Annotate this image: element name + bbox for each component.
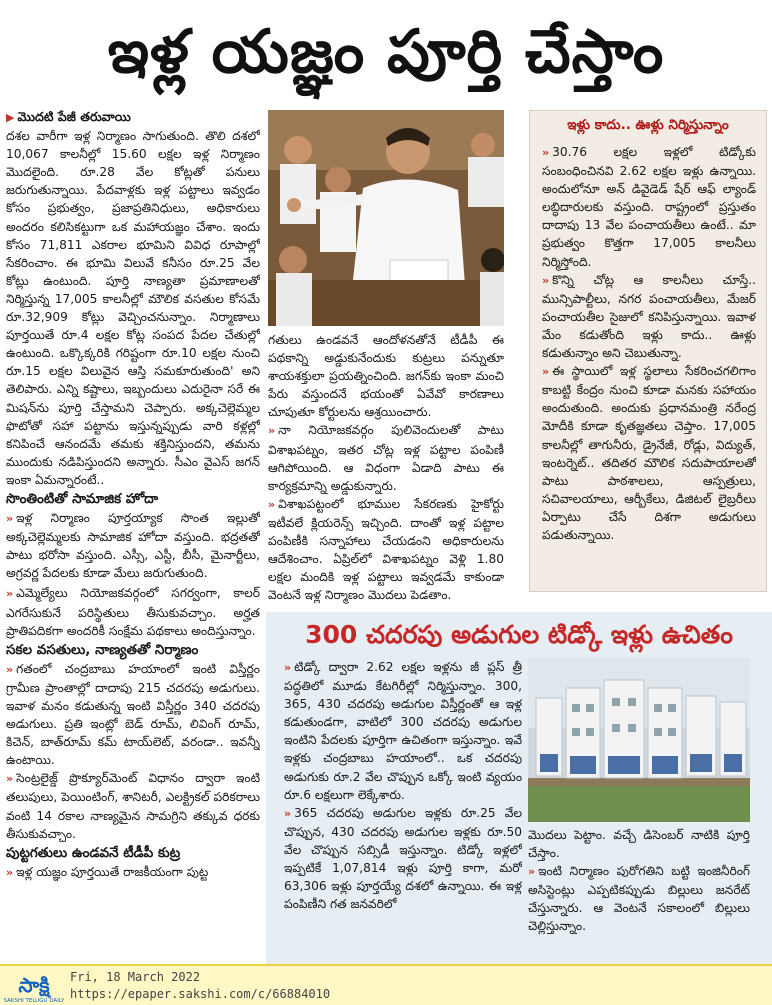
paragraph: దశల వారీగా ఇళ్ల నిర్మాణం సాగుతుంది. తొలి దశలో 10,067 కాలనీల్లో 15.60 లక్షల ఇళ్ల నిర్మాణం మొదలైంది. రూ.28 వేల కోట్లతో పనులు జరుగుతున్నాయి. పేదవాళ్లకు ఇళ్ల పట్టాలు ఇవ్వడం కోసం ప్రభుత్వం, ప్రజాప్రతినిధులు, అధికారులు అందరం కలిసికట్టుగా ఒక మహాయజ్ఞం చేశాం. ఇందు కోసం 71,811 ఎకరాల భూమిని వివిధ రూపాల్లో సేకరించాం. ఈ భూమి విలువే కనీసం రూ.25 వేల కోట్లు ఉంటుంది. పూర్తి నాణ్యతా ప్రమాణాలతో నిర్మిస్తున్న 17,005 కాలనీల్లో మౌలిక వసతుల కోసమే రూ.32,909 కోట్లు వెచ్చించనున్నాం. నిర్మాణాలు పూర్తయితే రూ.4 లక్షల కోట్ల సంపద పేదల చేతుల్లో ఉంటుంది. ఒక్కొక్కరికి గరిష్టంగా రూ.10 లక్షల నుంచి రూ.15 లక్షల విలువైన ఆస్తి సమకూరుతుంది' అని తెలిపారు. ఎన్ని కష్టాలు, ఇబ్బందులు ఎదురైనా సరే ఈ మిషన్‌ను పూర్తి చేస్తామని చెప్పారు. అక్కచెల్లెమ్మల ఫొటోతో సహా పట్టాను ఇస్తున్నప్పుడు వారి కళ్లల్లో కనిపించే ఆనందమే తమకు శక్తినిస్తుందని, తమను ముందుకు నడిపిస్తుందని అన్నారు. సీఎం వైఎస్‌ జగన్‌ ఇంకా ఏమన్నారంటే..: [6, 129, 260, 487]
bullet-paragraph: [268, 495, 504, 605]
subheading: పుట్టగతులు ఉండవనే టీడీపీ కుట్ర: [6, 844, 181, 861]
bullet-icon: »: [284, 661, 292, 674]
photo-illustration: [268, 110, 504, 326]
bullet-text: ఇళ్ల యజ్ఞం పూర్తయితే రాజకీయంగా పుట్ట: [16, 864, 209, 879]
paragraph: మొదలు పెట్టాం. వచ్చే డిసెంబర్‌ నాటికి పూర్తి చేస్తాం.: [528, 828, 750, 861]
bullet-paragraph: [542, 143, 756, 271]
bullet-text: సెంట్రలైజ్డ్‌ ప్రొక్యూర్‌మెంట్‌ విధానం ద్వారా ఇంటి తలుపులు, పెయింటింగ్, శానిటరీ, ఎలక్ట్రికల్‌ పరికరాలు వంటి 14 రకాల నాణ్యమైన సామగ్రిని తక్కువ ధరకు తీసుకువచ్చాం.: [6, 771, 260, 841]
bullet-text: కొన్ని చోట్ల ఆ కాలనీలు చూస్తే.. మున్సిపాల్టీలు, నగర పంచాయతీలు, మేజర్‌ పంచాయతీల సైజులో కనిపిస్తున్నాయి. ఇవాళ మేం కడుతోంది ఇళ్లు కాదు.. ఊళ్లు కడుతున్నాం అని చెబుతున్నా.: [542, 272, 756, 361]
sidebar-box-tidco: [266, 612, 772, 964]
article-column-1: [6, 108, 260, 964]
bullet-text: టిడ్కో ద్వారా 2.62 లక్షల ఇళ్లను జీ ప్లస్‌ త్రీ పద్ధతిలో మూడు కేటగిరీల్లో నిర్మిస్తున్నాం. 300, 365, 430 చదరపు అడుగుల విస్తీర్ణంతో ఆ ఇళ్ల కడుతుండగా, వాటిలో 300 చదరపు అడుగుల ఇంటిని పేదలకు పూర్తిగా ఉచితంగా ఇస్తున్నాం. ఇవే ఇళ్లకు చంద్రబాబు హయాంలో.. ఒక చదరపు అడుగుకు రూ.2 వేల చొప్పున ఒక్కో ఇంటి వ్యయం రూ.6 లక్షలుగా లెక్కేశారు.: [284, 660, 522, 802]
triangle-icon: ▶: [6, 111, 15, 124]
bullet-paragraph: [6, 584, 260, 639]
bullet-text: ఇంటి నిర్మాణం పురోగతిని బట్టి ఇంజినీరింగ్‌ అసిస్టెంట్లు ఎప్పటికప్పుడు బిల్లులు జనరేట్‌ చేస్తున్నారు. ఆ వెంటనే సకాలంలో బిల్లులు చెల్లిస్తున్నాం.: [528, 864, 750, 934]
bullet-text: ఎమ్మెల్యేలు నియోజకవర్గంలో సగర్వంగా, కాలర్‌ ఎగరేసుకునే పరిస్థితులు తీసుకువచ్చాం. అర్హత ప్రాతిపదికగా అందరికీ సంక్షేమ పథకాలు అందిస్తున్నాం.: [6, 586, 260, 638]
paragraph: గతులు ఉండవనే ఆందోళనతోనే టీడీపీ ఈ పథకాన్ని అడ్డుకునేందుకు కుట్రలు పన్నుతూ శాయశక్తులా ప్రయత్నించింది. జగన్‌కు ఇంకా మంచి పేరు వస్తుందనే భయంతో ఏవేవో కారణాలు చూపుతూ కోర్టులను ఆశ్రయించారు.: [268, 333, 504, 420]
bullet-text: 365 చదరపు అడుగుల ఇళ్లకు రూ.25 వేల చొప్పున, 430 చదరపు అడుగుల ఇళ్లకు రూ.50 వేల చొప్పున సబ్సిడీ ఇస్తున్నాం. టిడ్కో ఇళ్లలో ఇప్పటికే 1,07,814 ఇళ్లు పూర్తి కాగా, మరో 63,306 ఇళ్లు పూర్తయ్యే దశలో ఉన్నాయి. ఈ ఇళ్ల పంపిణీని గత జనవరిలో: [284, 805, 522, 912]
bullet-text: 30.76 లక్షల ఇళ్లలో టిడ్కోకు సంబంధించినవి 2.62 లక్షల ఇళ్లు ఉన్నాయి. అందులోనూ అన్‌ డివైడెడ్‌ షేర్‌ ఆఫ్‌ ల్యాండ్‌ లబ్ధిదారులకు వస్తుంది. రాష్ట్రంలో ప్రస్తుతం దాదాపు 13 వేల పంచాయతీలు ఉంటే.. మా ప్రభుత్వం కొత్తగా 17,005 కాలనీలు నిర్మిస్తోంది.: [542, 145, 756, 269]
bullet-text: నా నియోజకవర్గం పులివెందులతో పాటు విశాఖపట్నం, ఇతర చోట్ల ఇళ్ల పట్టాల పంపిణీ ఆగిపోయింది. ఆ విధంగా ఏడాది పాటు ఈ కార్యక్రమాన్ని అడ్డుకున్నారు.: [268, 423, 504, 493]
bullet-icon: »: [6, 865, 14, 879]
photo-illustration: [528, 658, 750, 822]
bullet-text: గతంలో చంద్రబాబు హయాంలో ఇంటి విస్తీర్ణం గ్రామీణ ప్రాంతాల్లో దాదాపు 215 చదరపు అడుగులు. ఇవాళ మనం కడుతున్న ఇంటి విస్తీర్ణం 340 చదరపు అడుగులు. ప్రతి ఇంట్లో బెడ్‌ రూమ్, లివింగ్‌ రూమ్, కిచెన్, బాత్‌రూమ్‌ కమ్‌ టాయ్‌లెట్, వరండా.. ఇవన్నీ ఉంటాయి.: [6, 661, 260, 768]
sidebar-box-villages: [529, 110, 767, 592]
bullet-icon: »: [6, 587, 14, 601]
bullet-paragraph: [268, 421, 504, 494]
bullet-text: ఇళ్ల నిర్మాణం పూర్తయ్యాక సొంత ఇల్లుతో అక్కచెల్లెమ్మలకు సామాజిక హోదా వస్తుంది. భద్రతతో పాటు భరోసా వస్తుంది. ఎస్సీ, ఎస్టీ, బీసీ, మైనార్టీలు, అగ్రవర్ణ పేదలకు కూడా మేలు జరుగుతుంది.: [6, 511, 260, 581]
bullet-text: ఈ స్థాయిలో ఇళ్ల స్థలాలు సేకరించగలిగాం కాబట్టి కేంద్రం నుంచి కూడా మనకు సహాయం అందుతుంది. అందుకు ప్రధానమంత్రి నరేంద్ర మోదీకి కూడా కృతజ్ఞతలు చెప్తాం. 17,005 కాలనీల్లో తాగునీరు, డ్రైనేజీ, రోడ్లు, విద్యుత్, ఇంటర్నెట్‌.. తదితర మౌలిక సదుపాయాలతో పాటు పాఠశాలలు, ఆస్పత్రులు, సచివాలయాలు, ఆర్బీకేలు, డిజిటల్‌ లైబ్రరీలు ఏర్పాటు చేసే దిశగా అడుగులు పడుతున్నాయి.: [542, 364, 756, 542]
bullet-icon: »: [542, 365, 550, 379]
bullet-icon: »: [6, 662, 14, 676]
sakshi-logo: [4, 968, 64, 1004]
bullet-icon: »: [6, 772, 14, 786]
kicker-label: మొదటి పేజీ తరువాయి: [17, 109, 131, 124]
bullet-icon: »: [528, 865, 536, 879]
bullet-icon: »: [6, 512, 14, 526]
box-body: [542, 143, 756, 587]
bullet-paragraph: [284, 658, 522, 804]
bullet-paragraph: [542, 362, 756, 544]
footer-bar: [0, 964, 772, 1005]
logo-graphic: [4, 968, 64, 1004]
svg-text:SAKSHI TELUGU DAILY: SAKSHI TELUGU DAILY: [4, 998, 64, 1004]
article-column-2: [268, 331, 504, 607]
bullet-paragraph: [6, 660, 260, 770]
bullet-paragraph: [528, 862, 750, 935]
subheading: సకల వసతులు, నాణ్యతతో నిర్మాణం: [6, 641, 199, 658]
box-body-left: [284, 658, 522, 962]
bullet-paragraph: [284, 804, 522, 914]
headline: ఇళ్ల యజ్ఞం పూర్తి చేస్తాం: [107, 17, 665, 87]
subheading: సొంతింటితో సామాజిక హోదా: [6, 490, 159, 507]
bullet-icon: »: [542, 273, 550, 287]
box-title: 300 చదరపు అడుగుల టిడ్కో ఇళ్లు ఉచితం: [305, 620, 733, 649]
kicker: [6, 108, 260, 127]
edition-date: Fri, 18 March 2022: [70, 970, 201, 984]
box-title: ఇళ్లు కాదు.. ఊళ్లు నిర్మిస్తున్నాం: [567, 117, 729, 133]
cm-speech-photo: [268, 110, 504, 326]
bullet-icon: »: [268, 497, 276, 511]
bullet-icon: »: [542, 146, 550, 159]
epaper-link[interactable]: https://epaper.sakshi.com/c/66884010: [70, 987, 331, 1001]
bullet-paragraph: [6, 509, 260, 582]
svg-text:సాక్షి: సాక్షి: [18, 973, 50, 997]
bullet-icon: »: [268, 424, 276, 438]
bullet-paragraph: [542, 271, 756, 362]
bullet-text: విశాఖపట్టంలో భూముల సేకరణకు హైకోర్టు ఇటీవలే క్లియరెన్స్‌ ఇచ్చింది. దాంతో ఇళ్ల పట్టాల పంపిణీకి సన్నాహాలు చేయడంని అధికారులను ఆదేశించాం. ఏప్రిల్‌లో విశాఖపట్నం వెళ్లి 1.80 లక్షల మందికి ఇళ్ల పట్టాలు ఇవ్వడమే కాకుండా వెంటనే ఇళ్ల నిర్మాణం మొదలు పెడతాం.: [268, 496, 504, 603]
bullet-icon: »: [284, 806, 292, 820]
box-body-right: [528, 826, 750, 962]
tidco-buildings-photo: [528, 658, 750, 822]
bullet-paragraph: [6, 863, 260, 882]
bullet-paragraph: [6, 769, 260, 842]
